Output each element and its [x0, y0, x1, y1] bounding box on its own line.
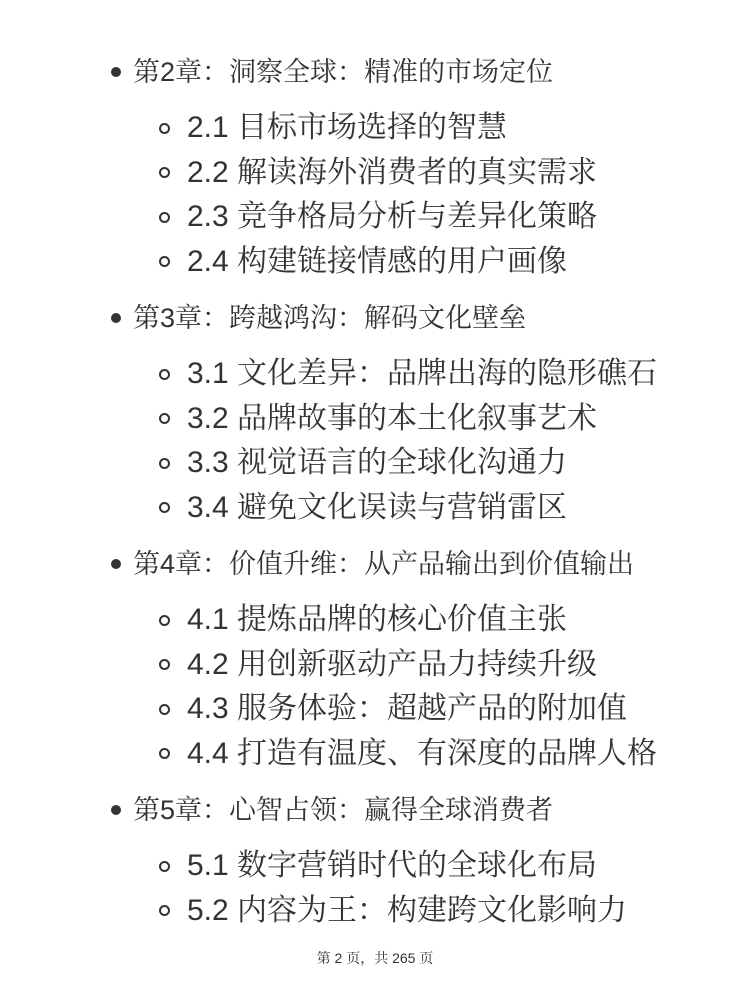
page-footer: 第 2 页，共 265 页	[316, 950, 434, 966]
section-title: 4.1 提炼品牌的核心价值主张	[187, 603, 568, 636]
chapter-item	[0, 542, 750, 586]
bullet-disc-icon	[111, 559, 121, 569]
section-title: 3.1 文化差异：品牌出海的隐形礁石	[187, 357, 658, 390]
bullet-disc-icon	[111, 805, 121, 815]
bullet-circle-icon	[159, 748, 170, 759]
bullet-disc-icon	[111, 313, 121, 323]
bullet-circle-icon	[159, 502, 170, 513]
chapter-title: 第2章：洞察全球：精准的市场定位	[133, 57, 554, 87]
section-item	[0, 732, 750, 777]
section-title: 5.2 内容为王：构建跨文化影响力	[187, 893, 628, 927]
bullet-circle-icon	[159, 615, 170, 626]
bullet-circle-icon	[159, 861, 170, 872]
section-title: 4.3 服务体验：超越产品的附加值	[187, 692, 628, 725]
section-title: 4.2 用创新驱动产品力持续升级	[187, 647, 598, 681]
section-title: 4.4 打造有温度、有深度的品牌人格	[187, 736, 658, 770]
section-title: 3.2 品牌故事的本土化叙事艺术	[187, 401, 598, 435]
chapter-item	[0, 788, 750, 832]
section-title: 2.2 解读海外消费者的真实需求	[187, 155, 598, 189]
section-title: 2.3 竞争格局分析与差异化策略	[187, 200, 598, 233]
section-item	[0, 486, 750, 531]
section-list	[0, 844, 750, 933]
chapter-title: 第3章：跨越鸿沟：解码文化壁垒	[133, 303, 527, 333]
section-list	[0, 352, 750, 530]
section-item	[0, 844, 750, 889]
section-item	[0, 397, 750, 442]
bullet-circle-icon	[159, 256, 170, 267]
bullet-circle-icon	[159, 212, 170, 223]
section-item	[0, 643, 750, 688]
bullet-circle-icon	[159, 659, 170, 670]
bullet-disc-icon	[111, 67, 121, 77]
bullet-circle-icon	[159, 704, 170, 715]
section-item	[0, 240, 750, 285]
section-item	[0, 106, 750, 151]
bullet-circle-icon	[159, 123, 170, 134]
section-title: 2.1 目标市场选择的智慧	[187, 111, 508, 144]
chapter-title: 第5章：心智占领：赢得全球消费者	[133, 795, 554, 825]
section-item	[0, 195, 750, 240]
chapter-item	[0, 296, 750, 340]
section-item	[0, 598, 750, 643]
section-title: 3.4 避免文化误读与营销雷区	[187, 490, 568, 524]
section-item	[0, 151, 750, 196]
section-list	[0, 598, 750, 776]
section-item	[0, 889, 750, 934]
section-title: 5.1 数字营销时代的全球化布局	[187, 849, 598, 882]
section-title: 2.4 构建链接情感的用户画像	[187, 244, 568, 278]
section-item	[0, 687, 750, 732]
section-item	[0, 441, 750, 486]
bullet-circle-icon	[159, 458, 170, 469]
section-title: 3.3 视觉语言的全球化沟通力	[187, 446, 568, 479]
bullet-circle-icon	[159, 905, 170, 916]
section-item	[0, 352, 750, 397]
bullet-circle-icon	[159, 413, 170, 424]
chapter-title: 第4章：价值升维：从产品输出到价值输出	[133, 549, 635, 579]
bullet-circle-icon	[159, 369, 170, 380]
bullet-circle-icon	[159, 167, 170, 178]
chapter-item	[0, 50, 750, 94]
section-list	[0, 106, 750, 284]
